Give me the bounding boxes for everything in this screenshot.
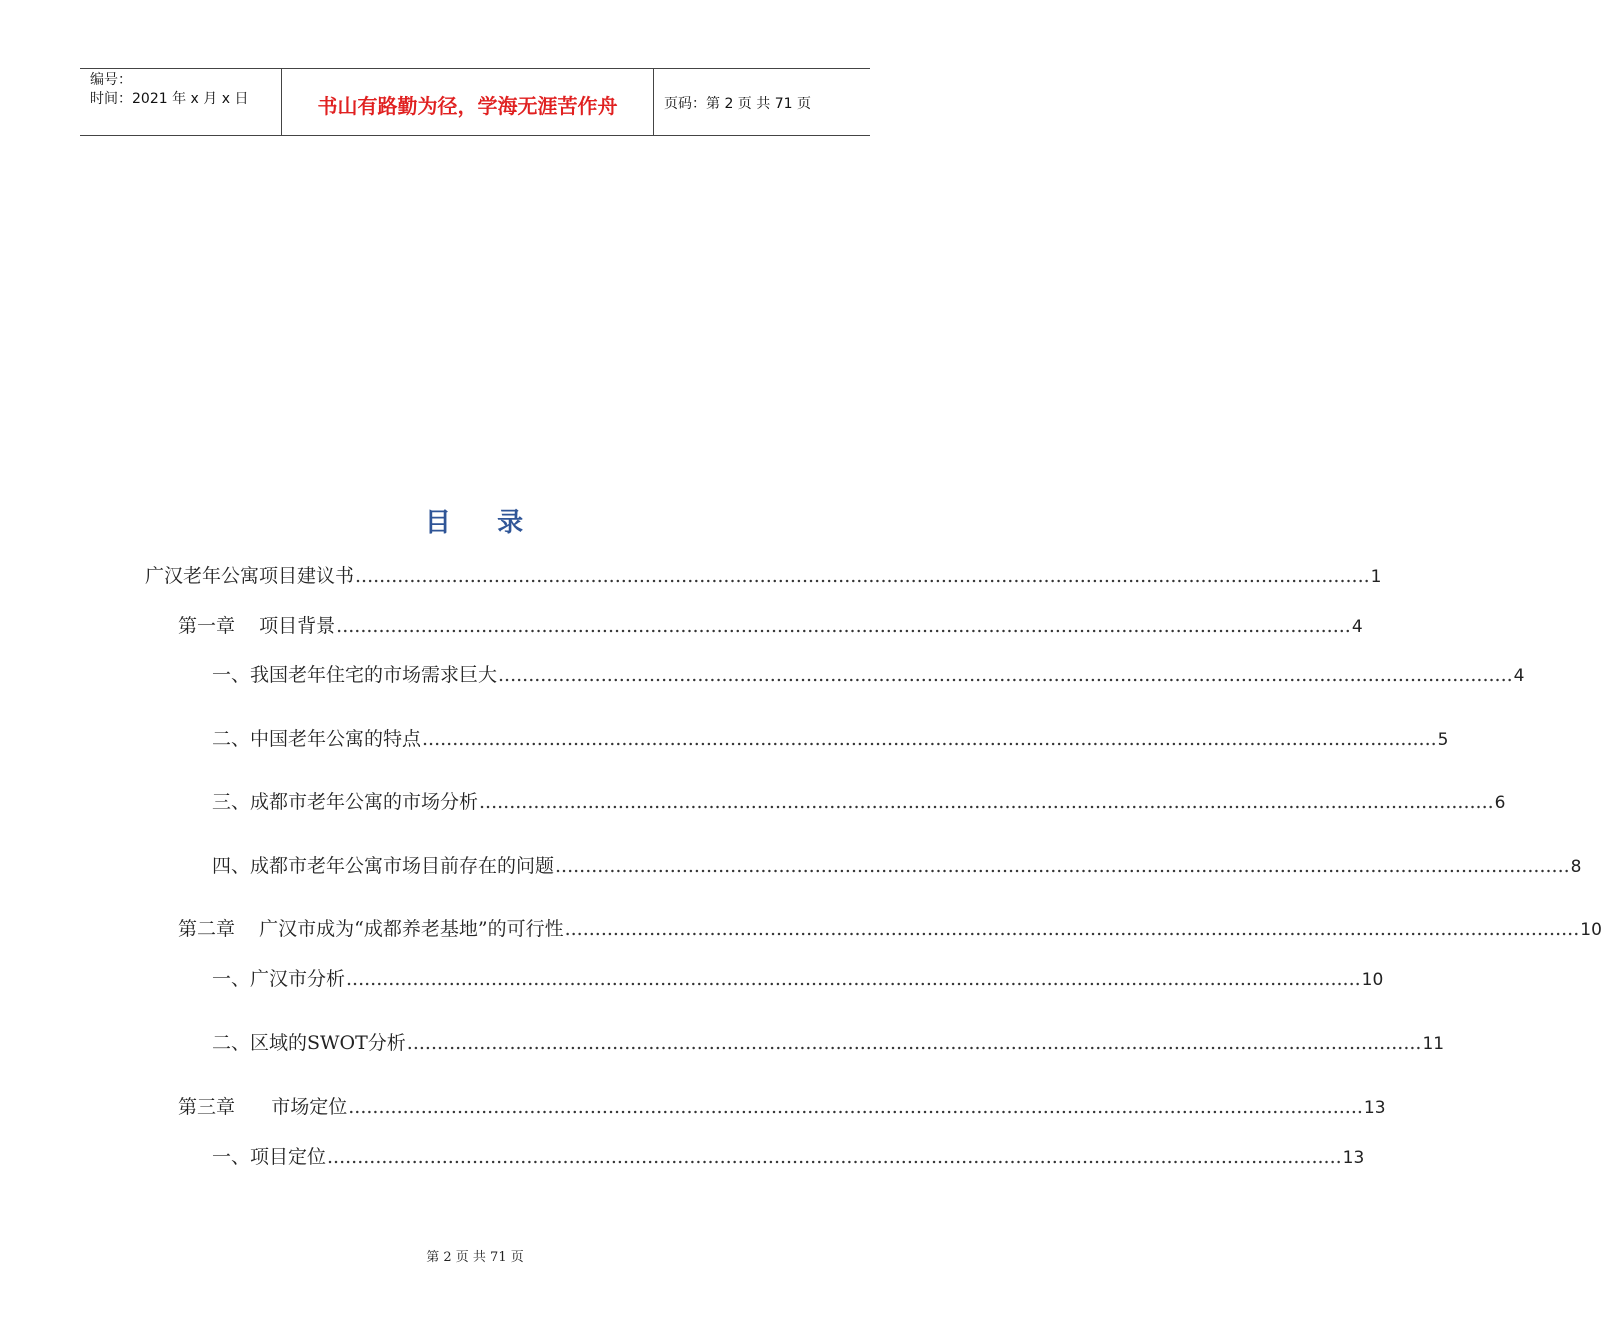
toc-entry-text: 二、区域的SWOT分析 [212, 1032, 406, 1054]
toc-leader-dots: ........................................................................................................................................................................ [406, 1032, 1422, 1054]
header-motto: 书山有路勤为径，学海无涯苦作舟 [282, 69, 654, 135]
toc-leader-dots: ........................................................................................................................................................................ [336, 615, 1351, 637]
page-header [80, 68, 870, 136]
toc-entry-text: 一、我国老年住宅的市场需求巨大 [212, 664, 498, 686]
toc-entry-page: 4 [1351, 617, 1363, 637]
toc-leader-dots: ........................................................................................................................................................................ [555, 855, 1570, 877]
toc-entry-page: 10 [1361, 970, 1384, 990]
toc-entry-text: 第二章 广汉市成为“成都养老基地”的可行性 [178, 918, 564, 940]
toc-entry-text: 三、成都市老年公寓的市场分析 [212, 791, 479, 813]
toc-leader-dots: ........................................................................................................................................................................ [346, 968, 1361, 990]
toc-title-left: 目 [424, 508, 453, 538]
toc-entry-page: 13 [1363, 1098, 1386, 1118]
toc-entry-page: 13 [1342, 1148, 1365, 1168]
toc-leader-dots: ........................................................................................................................................................................ [348, 1096, 1363, 1118]
toc-entry-text: 第三章 市场定位 [178, 1096, 348, 1118]
toc-entry[interactable] [145, 562, 1382, 590]
toc-entry-page: 10 [1580, 920, 1602, 940]
toc-entry-text: 一、广汉市分析 [212, 968, 346, 990]
toc-entry-page: 6 [1494, 793, 1506, 813]
toc-entry[interactable] [212, 788, 1506, 816]
toc-entry-text: 四、成都市老年公寓市场目前存在的问题 [212, 855, 555, 877]
serial-number-label: 编号： [90, 72, 132, 88]
toc-leader-dots: ........................................................................................................................................................................ [327, 1146, 1342, 1168]
toc-entry-page: 8 [1570, 857, 1582, 877]
toc-title [0, 502, 950, 539]
toc-leader-dots: ........................................................................................................................................................................ [479, 791, 1494, 813]
toc-entry[interactable] [178, 612, 1363, 640]
toc-entry[interactable] [212, 965, 1384, 993]
toc-entry[interactable] [178, 1093, 1386, 1121]
toc-entry[interactable] [212, 661, 1525, 689]
toc-entry-page: 5 [1437, 730, 1449, 750]
page-footer: 第 2 页 共 71 页 [426, 1250, 524, 1265]
toc-leader-dots: ........................................................................................................................................................................ [422, 728, 1437, 750]
toc-entry-page: 4 [1513, 666, 1525, 686]
toc-title-right: 录 [497, 508, 526, 538]
toc-entry-text: 第一章 项目背景 [178, 615, 336, 637]
toc-entry-page: 1 [1370, 567, 1382, 587]
date-label: 时间：2021 年 x 月 x 日 [90, 91, 249, 107]
toc-entry-text: 一、项目定位 [212, 1146, 327, 1168]
toc-entry[interactable] [212, 1143, 1365, 1171]
toc-entry-text: 二、中国老年公寓的特点 [212, 728, 422, 750]
toc-entry[interactable] [212, 725, 1449, 753]
header-meta [80, 69, 282, 135]
toc-entry[interactable] [212, 1029, 1445, 1057]
toc-entry[interactable] [178, 915, 1602, 943]
toc-entry-text: 广汉老年公寓项目建议书 [145, 565, 355, 587]
toc-leader-dots: ........................................................................................................................................................................ [564, 918, 1580, 940]
toc-entry-page: 11 [1422, 1034, 1445, 1054]
toc-leader-dots: ........................................................................................................................................................................ [498, 664, 1513, 686]
toc-entry[interactable] [212, 852, 1582, 880]
toc-leader-dots: ........................................................................................................................................................................ [355, 565, 1370, 587]
header-page-info: 页码：第 2 页 共 71 页 [664, 96, 811, 112]
